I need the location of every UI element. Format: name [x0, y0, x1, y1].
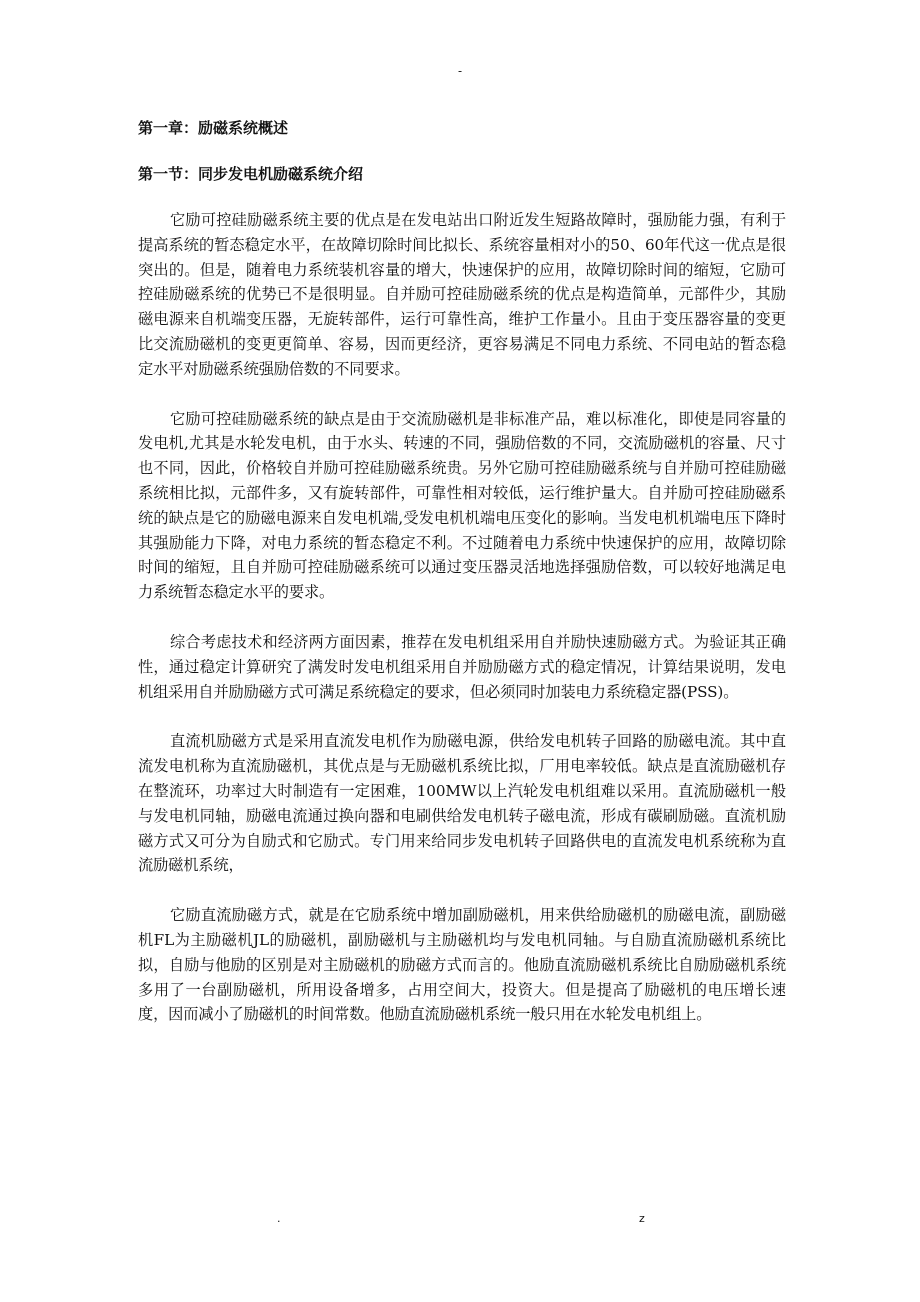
chapter-title: 第一章：励磁系统概述: [138, 119, 289, 137]
paragraph-3: 综合考虑技术和经济两方面因素，推荐在发电机组采用自并励快速励磁方式。为验证其正确性，通过稳定计算研究了满发时发电机组采用自并励励磁方式的稳定情况，计算结果说明，发电机组采用自并励励磁方式可满足系统稳定的要求，但必须同时加装电力系统稳定器(PSS)。: [138, 632, 786, 701]
header-mark: -: [457, 64, 463, 78]
footer-left-mark: .: [277, 1212, 281, 1225]
paragraph-1: 它励可控硅励磁系统主要的优点是在发电站出口附近发生短路故障时，强励能力强，有利于提高系统的暂态稳定水平，在故障切除时间比拟长、系统容量相对小的50、60年代这一优点是很突出的。但是，随着电力系统装机容量的增大，快速保护的应用，故障切除时间的缩短，它励可控硅励磁系统的优势已不是很明显。自并励可控硅励磁系统的优点是构造简单，元部件少，其励磁电源来自机端变压器，无旋转部件，运行可靠性高，维护工作量小。且由于变压器容量的变更比交流励磁机的变更更简单、容易，因而更经济，更容易满足不同电力系统、不同电站的暂态稳定水平对励磁系统强励倍数的不同要求。: [138, 211, 786, 378]
paragraph-2: 它励可控硅励磁系统的缺点是由于交流励磁机是非标准产品，难以标准化，即使是同容量的发电机,尤其是水轮发电机，由于水头、转速的不同，强励倍数的不同，交流励磁机的容量、尺寸也不同，因此，价格较自并励可控硅励磁系统贵。另外它励可控硅励磁系统与自并励可控硅励磁系统相比拟，元部件多，又有旋转部件，可靠性相对较低，运行维护量大。自并励可控硅励磁系统的缺点是它的励磁电源来自发电机端,受发电机机端电压变化的影响。当发电机机端电压下降时其强励能力下降，对电力系统的暂态稳定不利。不过随着电力系统中快速保护的应用，故障切除时间的缩短，且自并励可控硅励磁系统可以通过变压器灵活地选择强励倍数，可以较好地满足电力系统暂态稳定水平的要求。: [138, 409, 786, 602]
section-title: 第一节：同步发电机励磁系统介绍: [138, 165, 364, 183]
footer-right-mark: z: [639, 1212, 645, 1225]
paragraph-4: 直流机励磁方式是采用直流发电机作为励磁电源，供给发电机转子回路的励磁电流。其中直流发电机称为直流励磁机，其优点是与无励磁机系统比拟，厂用电率较低。缺点是直流励磁机存在整流环，功率过大时制造有一定困难，100MW以上汽轮发电机组难以采用。直流励磁机一般与发电机同轴，励磁电流通过换向器和电刷供给发电机转子磁电流，形成有碳刷励磁。直流机励磁方式又可分为自励式和它励式。专门用来给同步发电机转子回路供电的直流发电机系统称为直流励磁机系统，: [138, 732, 786, 875]
paragraph-5: 它励直流励磁方式，就是在它励系统中增加副励磁机，用来供给励磁机的励磁电流，副励磁机FL为主励磁机JL的励磁机，副励磁机与主励磁机均与发电机同轴。与自励直流励磁机系统比拟，自励与他励的区别是对主励磁机的励磁方式而言的。他励直流励磁机系统比自励励磁机系统多用了一台副励磁机，所用设备增多，占用空间大，投资大。但是提高了励磁机的电压增长速度，因而减小了励磁机的时间常数。他励直流励磁机系统一般只用在水轮发电机组上。: [138, 906, 786, 1024]
document-body: [138, 116, 786, 1052]
